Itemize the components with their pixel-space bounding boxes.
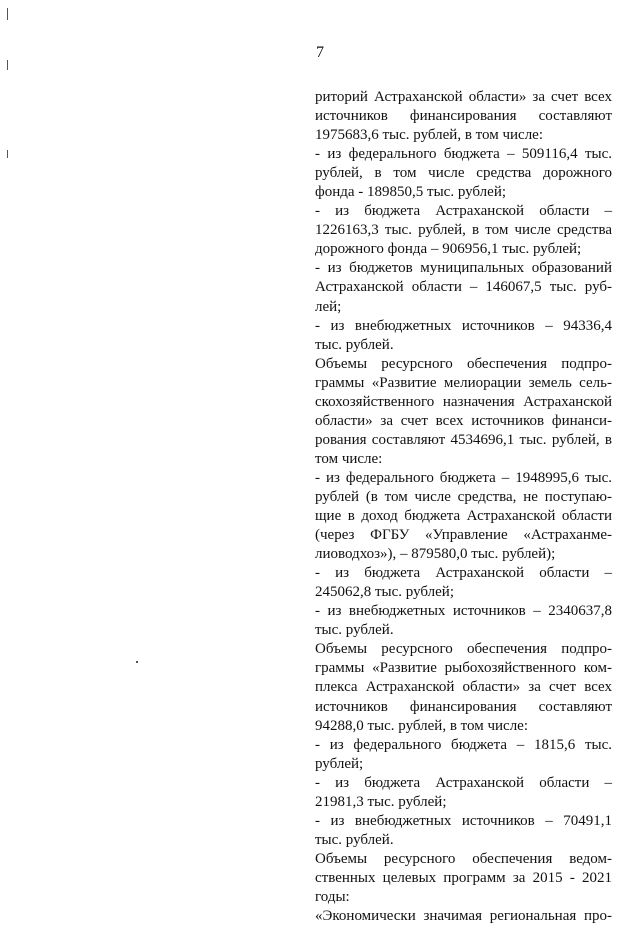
text-line: области» за счет всех источников финанси- — [315, 412, 612, 429]
text-line: 94288,0 тыс. рублей, в том числе: — [315, 717, 529, 734]
scan-mark-lower — [7, 150, 8, 158]
text-line: 21981,3 тыс. рублей; — [315, 793, 447, 810]
text-line: источников финансирования составляют — [315, 698, 612, 715]
text-line: - из бюджета Астраханской области – — [315, 565, 612, 582]
text-line: - из внебюджетных источников – 94336,4 — [315, 317, 612, 334]
text-line: - из бюджета Астраханской области – — [315, 203, 612, 220]
text-line: - из бюджета Астраханской области – — [315, 774, 612, 791]
text-line: - из внебюджетных источников – 2340637,8 — [315, 603, 612, 620]
text-line: 245062,8 тыс. рублей; — [315, 584, 454, 601]
text-line: лей; — [315, 298, 342, 315]
text-line: (через ФГБУ «Управление «Астраханме- — [315, 527, 612, 544]
text-line: рования составляют 4534696,1 тыс. рублей, в — [315, 431, 612, 448]
text-line: щие в доход бюджета Астраханской области — [315, 508, 612, 525]
text-line: 1226163,3 тыс. рублей, в том числе средства — [315, 222, 612, 239]
text-line: тыс. рублей. — [315, 336, 394, 353]
text-line: Объемы ресурсного обеспечения подпро- — [315, 641, 612, 658]
text-line: рублей, в том числе средства дорожного — [315, 165, 612, 182]
text-line: источников финансирования составляют — [315, 108, 612, 125]
text-line: тыс. рублей. — [315, 622, 394, 639]
text-line: Объемы ресурсного обеспечения ведом- — [315, 850, 612, 867]
scan-dot — [136, 661, 138, 663]
text-line: - из федерального бюджета – 1815,6 тыс. — [315, 736, 612, 753]
scan-mark-top — [7, 8, 8, 20]
text-line: Астраханской области – 146067,5 тыс. руб- — [315, 279, 612, 296]
page-number: 7 — [316, 44, 324, 61]
text-line: граммы «Развитие рыбохозяйственного ком- — [315, 660, 612, 677]
text-line: дорожного фонда – 906956,1 тыс. рублей; — [315, 241, 582, 258]
text-line: том числе: — [315, 450, 383, 467]
text-line: лиоводхоз»), – 879580,0 тыс. рублей); — [315, 546, 556, 563]
text-line: риторий Астраханской области» за счет всех — [315, 89, 612, 105]
text-line: тыс. рублей. — [315, 831, 394, 848]
text-line: рублей (в том числе средства, не поступаю- — [315, 488, 612, 505]
text-line: - из федерального бюджета – 509116,4 тыс. — [315, 146, 612, 163]
text-line: скохозяйственного назначения Астраханской — [315, 393, 612, 410]
text-line: фонда - 189850,5 тыс. рублей; — [315, 184, 507, 201]
text-line: плекса Астраханской области» за счет всех — [315, 679, 612, 696]
text-line: граммы «Развитие мелиорации земель сель- — [315, 374, 612, 391]
scan-mark-middle — [7, 60, 8, 70]
text-column — [315, 88, 612, 926]
text-line: годы: — [315, 888, 350, 905]
text-line: ственных целевых программ за 2015 - 2021 — [315, 869, 612, 886]
text-line: - из федерального бюджета – 1948995,6 тыс. — [315, 469, 612, 486]
text-line: «Экономически значимая региональная про- — [315, 908, 612, 925]
text-line: - из внебюджетных источников – 70491,1 — [315, 812, 612, 829]
text-line: 1975683,6 тыс. рублей, в том числе: — [315, 127, 544, 144]
text-line: - из бюджетов муниципальных образований — [315, 260, 612, 277]
text-line: Объемы ресурсного обеспечения подпро- — [315, 355, 612, 372]
text-line: рублей; — [315, 755, 364, 772]
